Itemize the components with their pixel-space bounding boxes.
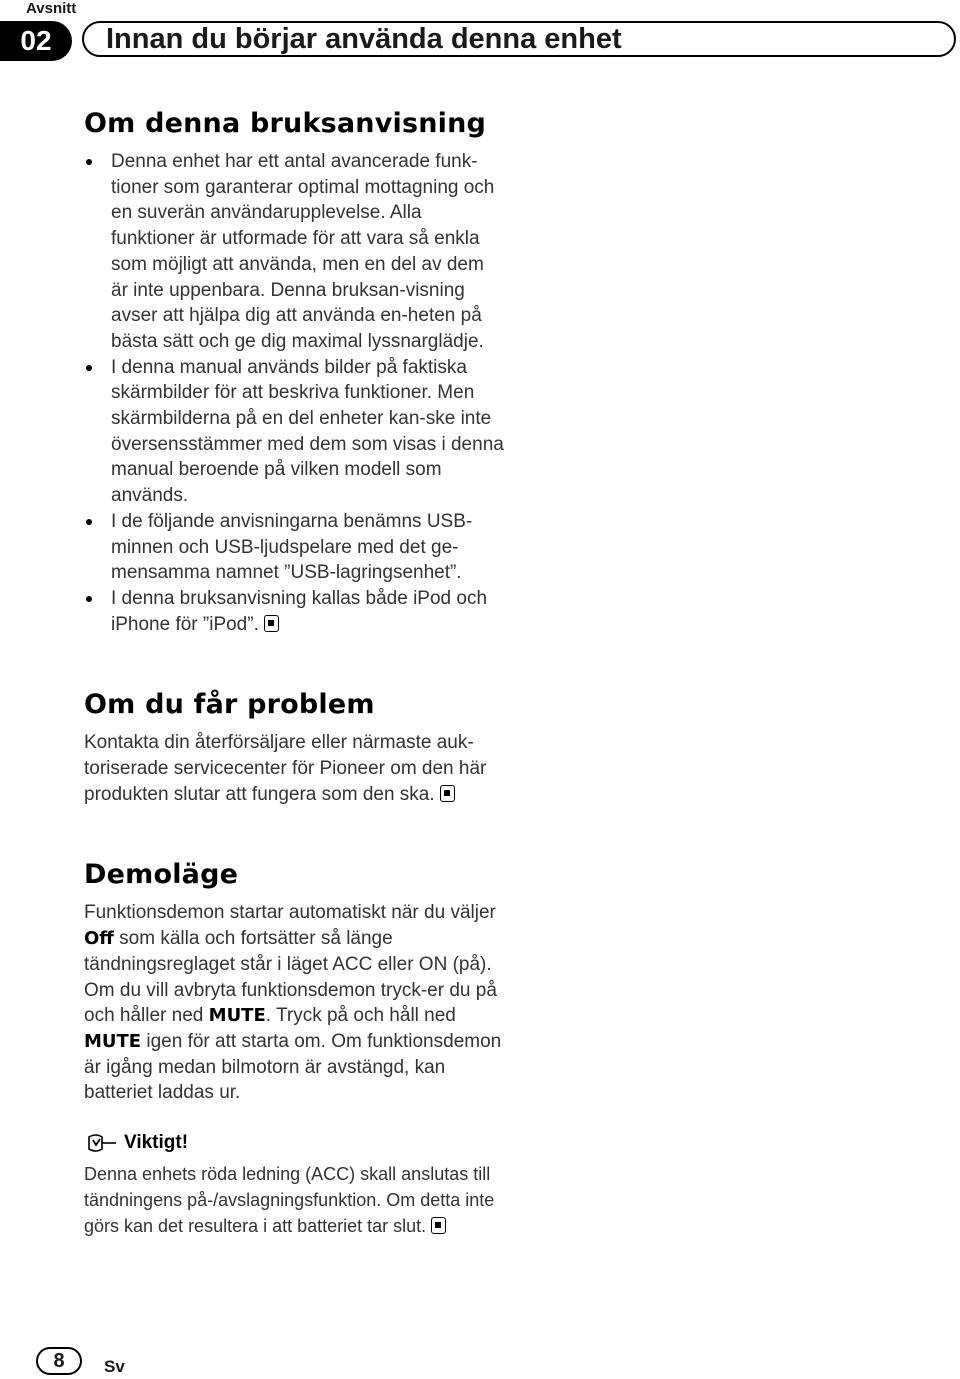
list-item: I denna manual används bilder på faktiska skärmbilder för att beskriva funktioner. Men skärmbilderna på en del enheter kan-ske inte översensstämmer med dem som visas i denna manual beroende på vilken modell som används. <box>84 355 504 509</box>
chapter-header <box>82 21 956 57</box>
end-of-section-icon <box>431 1217 446 1234</box>
page-number: 8 <box>36 1347 82 1375</box>
important-notice-header <box>84 1132 504 1154</box>
section-about <box>84 108 504 637</box>
section-demo <box>84 859 504 1239</box>
list-item: I de följande anvisningarna benämns USB-minnen och USB-ljudspelare med det ge-mensamma namnet ”USB-lagringsenhet”. <box>84 509 504 586</box>
term-off: Off <box>84 928 114 950</box>
important-label: Viktigt! <box>124 1132 189 1154</box>
caution-icon <box>84 1133 118 1153</box>
section-heading-demo: Demoläge <box>84 859 239 891</box>
chapter-number: 02 <box>0 21 72 61</box>
important-paragraph: Denna enhets röda ledning (ACC) skall anslutas till tändningens på-/avslagningsfunktion. Om detta inte görs kan det resultera i att batteriet tar slut. <box>84 1164 495 1236</box>
list-item: I denna bruksanvisning kallas både iPod och iPhone för ”iPod”. <box>84 586 504 637</box>
term-mute: MUTE <box>208 1005 266 1027</box>
section-label: Avsnitt <box>26 0 77 17</box>
section-heading-problem: Om du får problem <box>84 689 375 721</box>
end-of-section-icon <box>264 615 279 632</box>
language-label: Sv <box>104 1357 125 1376</box>
section-problem <box>84 689 504 807</box>
demo-paragraph: Funktionsdemon startar automatiskt när du väljer Off som källa och fortsätter så länge tändningsreglaget står i läget ACC eller ON (på). Om du vill avbryta funktionsdemon tryck-er du på och håller ned MUTE. Tryck på och håll ned MUTE igen för att starta om. Om funktionsdemon är igång medan bilmotorn är avstängd, kan batteriet laddas ur. <box>84 902 502 1104</box>
section-heading-about: Om denna bruksanvisning <box>84 108 487 139</box>
end-of-section-icon <box>440 785 455 802</box>
term-mute: MUTE <box>84 1030 142 1052</box>
problem-paragraph: Kontakta din återförsäljare eller närmaste auk-toriserade servicecenter för Pioneer om den här produkten slutar att fungera som den ska. <box>84 732 487 805</box>
about-bullet-list <box>84 149 504 637</box>
list-item: Denna enhet har ett antal avancerade funk-tioner som garanterar optimal mottagning och en suverän användarupplevelse. Alla funktioner är utformade för att vara så enkla som möjligt att använda, men en del av dem är inte uppenbara. Denna bruksan-visning avser att hjälpa dig att använda en-heten på bästa sätt och ge dig maximal lyssnarglädje. <box>84 149 504 355</box>
chapter-title: Innan du börjar använda denna enhet <box>106 22 622 55</box>
main-content <box>84 108 504 1239</box>
